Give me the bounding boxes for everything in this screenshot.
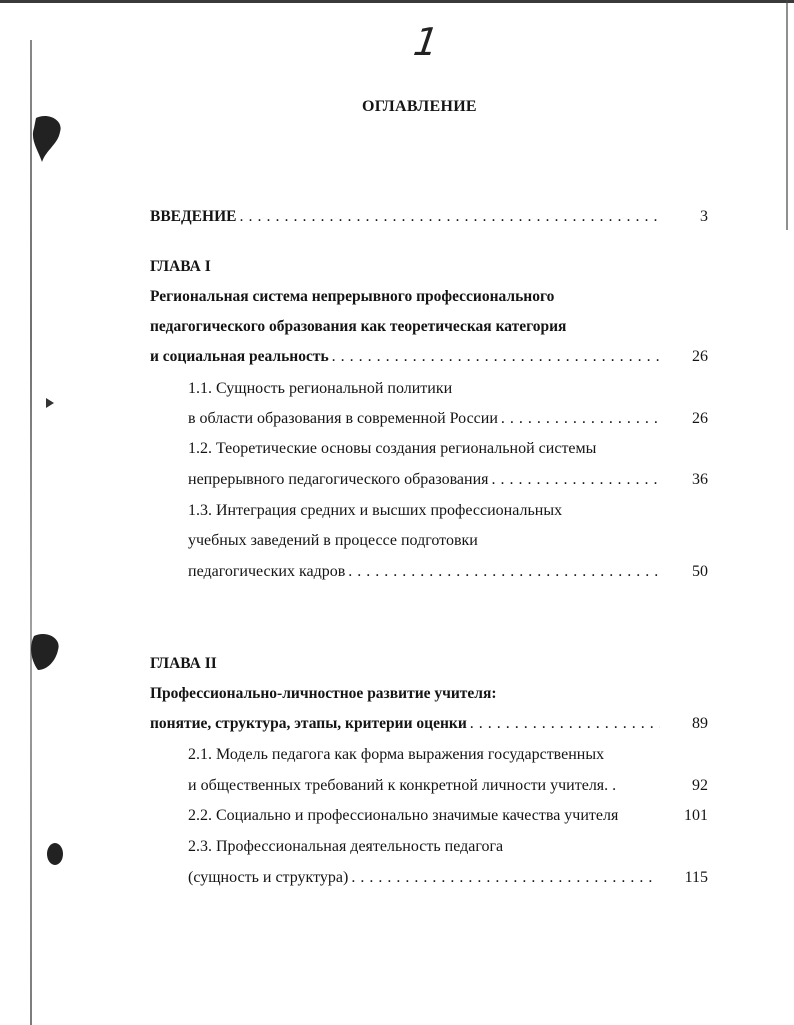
toc-page-number: 92 [692, 777, 708, 794]
toc-page-number: 26 [692, 410, 708, 427]
leader-dots [348, 563, 660, 581]
ink-blot-mark [44, 840, 66, 868]
chapter-title-line: Профессионально-личностное развитие учителя: [150, 685, 497, 702]
section-title-line: 1.3. Интеграция средних и высших профессиональных [188, 502, 563, 519]
chapter-title-line: и социальная реальность [150, 348, 329, 365]
chapter-title-line: педагогического образования как теоретическая категория [150, 318, 567, 335]
section-title-line: и общественных требований к конкретной личности учителя. . [188, 777, 617, 794]
toc-page-number: 26 [692, 348, 708, 365]
section-title-line: 2.1. Модель педагога как форма выражения государственных [188, 746, 605, 763]
section-title-line: (сущность и структура) [188, 869, 349, 886]
leader-dots [351, 869, 658, 887]
toc-entry-chapter-1 [150, 348, 660, 366]
scan-edge-left [30, 40, 32, 1025]
scan-edge-right [786, 0, 788, 230]
toc-entry-section-1-3 [188, 563, 660, 581]
leader-dots [470, 715, 660, 733]
toc-page-number: 89 [692, 715, 708, 732]
section-title-line: педагогических кадров [188, 563, 346, 580]
handwritten-page-number: 1 [410, 20, 442, 64]
toc-entry-section-2-3 [188, 869, 658, 887]
toc-entry-intro [150, 208, 660, 226]
toc-page-number: 50 [692, 563, 708, 580]
toc-page-number: 3 [700, 208, 708, 225]
chapter-title-line: Региональная система непрерывного профессионального [150, 288, 555, 305]
toc-page-number: 101 [684, 807, 708, 824]
section-title-line: учебных заведений в процессе подготовки [188, 532, 478, 549]
chapter-heading: ГЛАВА II [150, 655, 217, 672]
toc-page-number: 36 [692, 471, 708, 488]
section-title-line: 1.1. Сущность региональной политики [188, 380, 453, 397]
ink-dot-mark [44, 396, 56, 410]
leader-dots [492, 471, 660, 489]
leader-dots [332, 348, 660, 366]
chapter-heading: ГЛАВА I [150, 258, 211, 275]
toc-entry-label: ВВЕДЕНИЕ [150, 208, 237, 225]
toc-entry-chapter-2 [150, 715, 660, 733]
ink-blot-mark [28, 630, 64, 674]
section-title-line: в области образования в современной России [188, 410, 498, 427]
section-title-line: 2.2. Социально и профессионально значимые качества учителя [188, 807, 619, 824]
leader-dots [239, 208, 660, 226]
scan-edge-top [0, 0, 794, 3]
section-title-line: непрерывного педагогического образования [188, 471, 489, 488]
toc-page-number: 115 [684, 869, 708, 886]
chapter-title-line: понятие, структура, этапы, критерии оценки [150, 715, 467, 732]
section-title-line: 1.2. Теоретические основы создания региональной системы [188, 440, 597, 457]
ink-blot-mark [28, 110, 68, 170]
toc-entry-section-1-2 [188, 471, 660, 489]
leader-dots [501, 410, 660, 428]
toc-title: ОГЛАВЛЕНИЕ [362, 98, 477, 115]
toc-entry-section-1-1 [188, 410, 660, 428]
section-title-line: 2.3. Профессиональная деятельность педагога [188, 838, 504, 855]
